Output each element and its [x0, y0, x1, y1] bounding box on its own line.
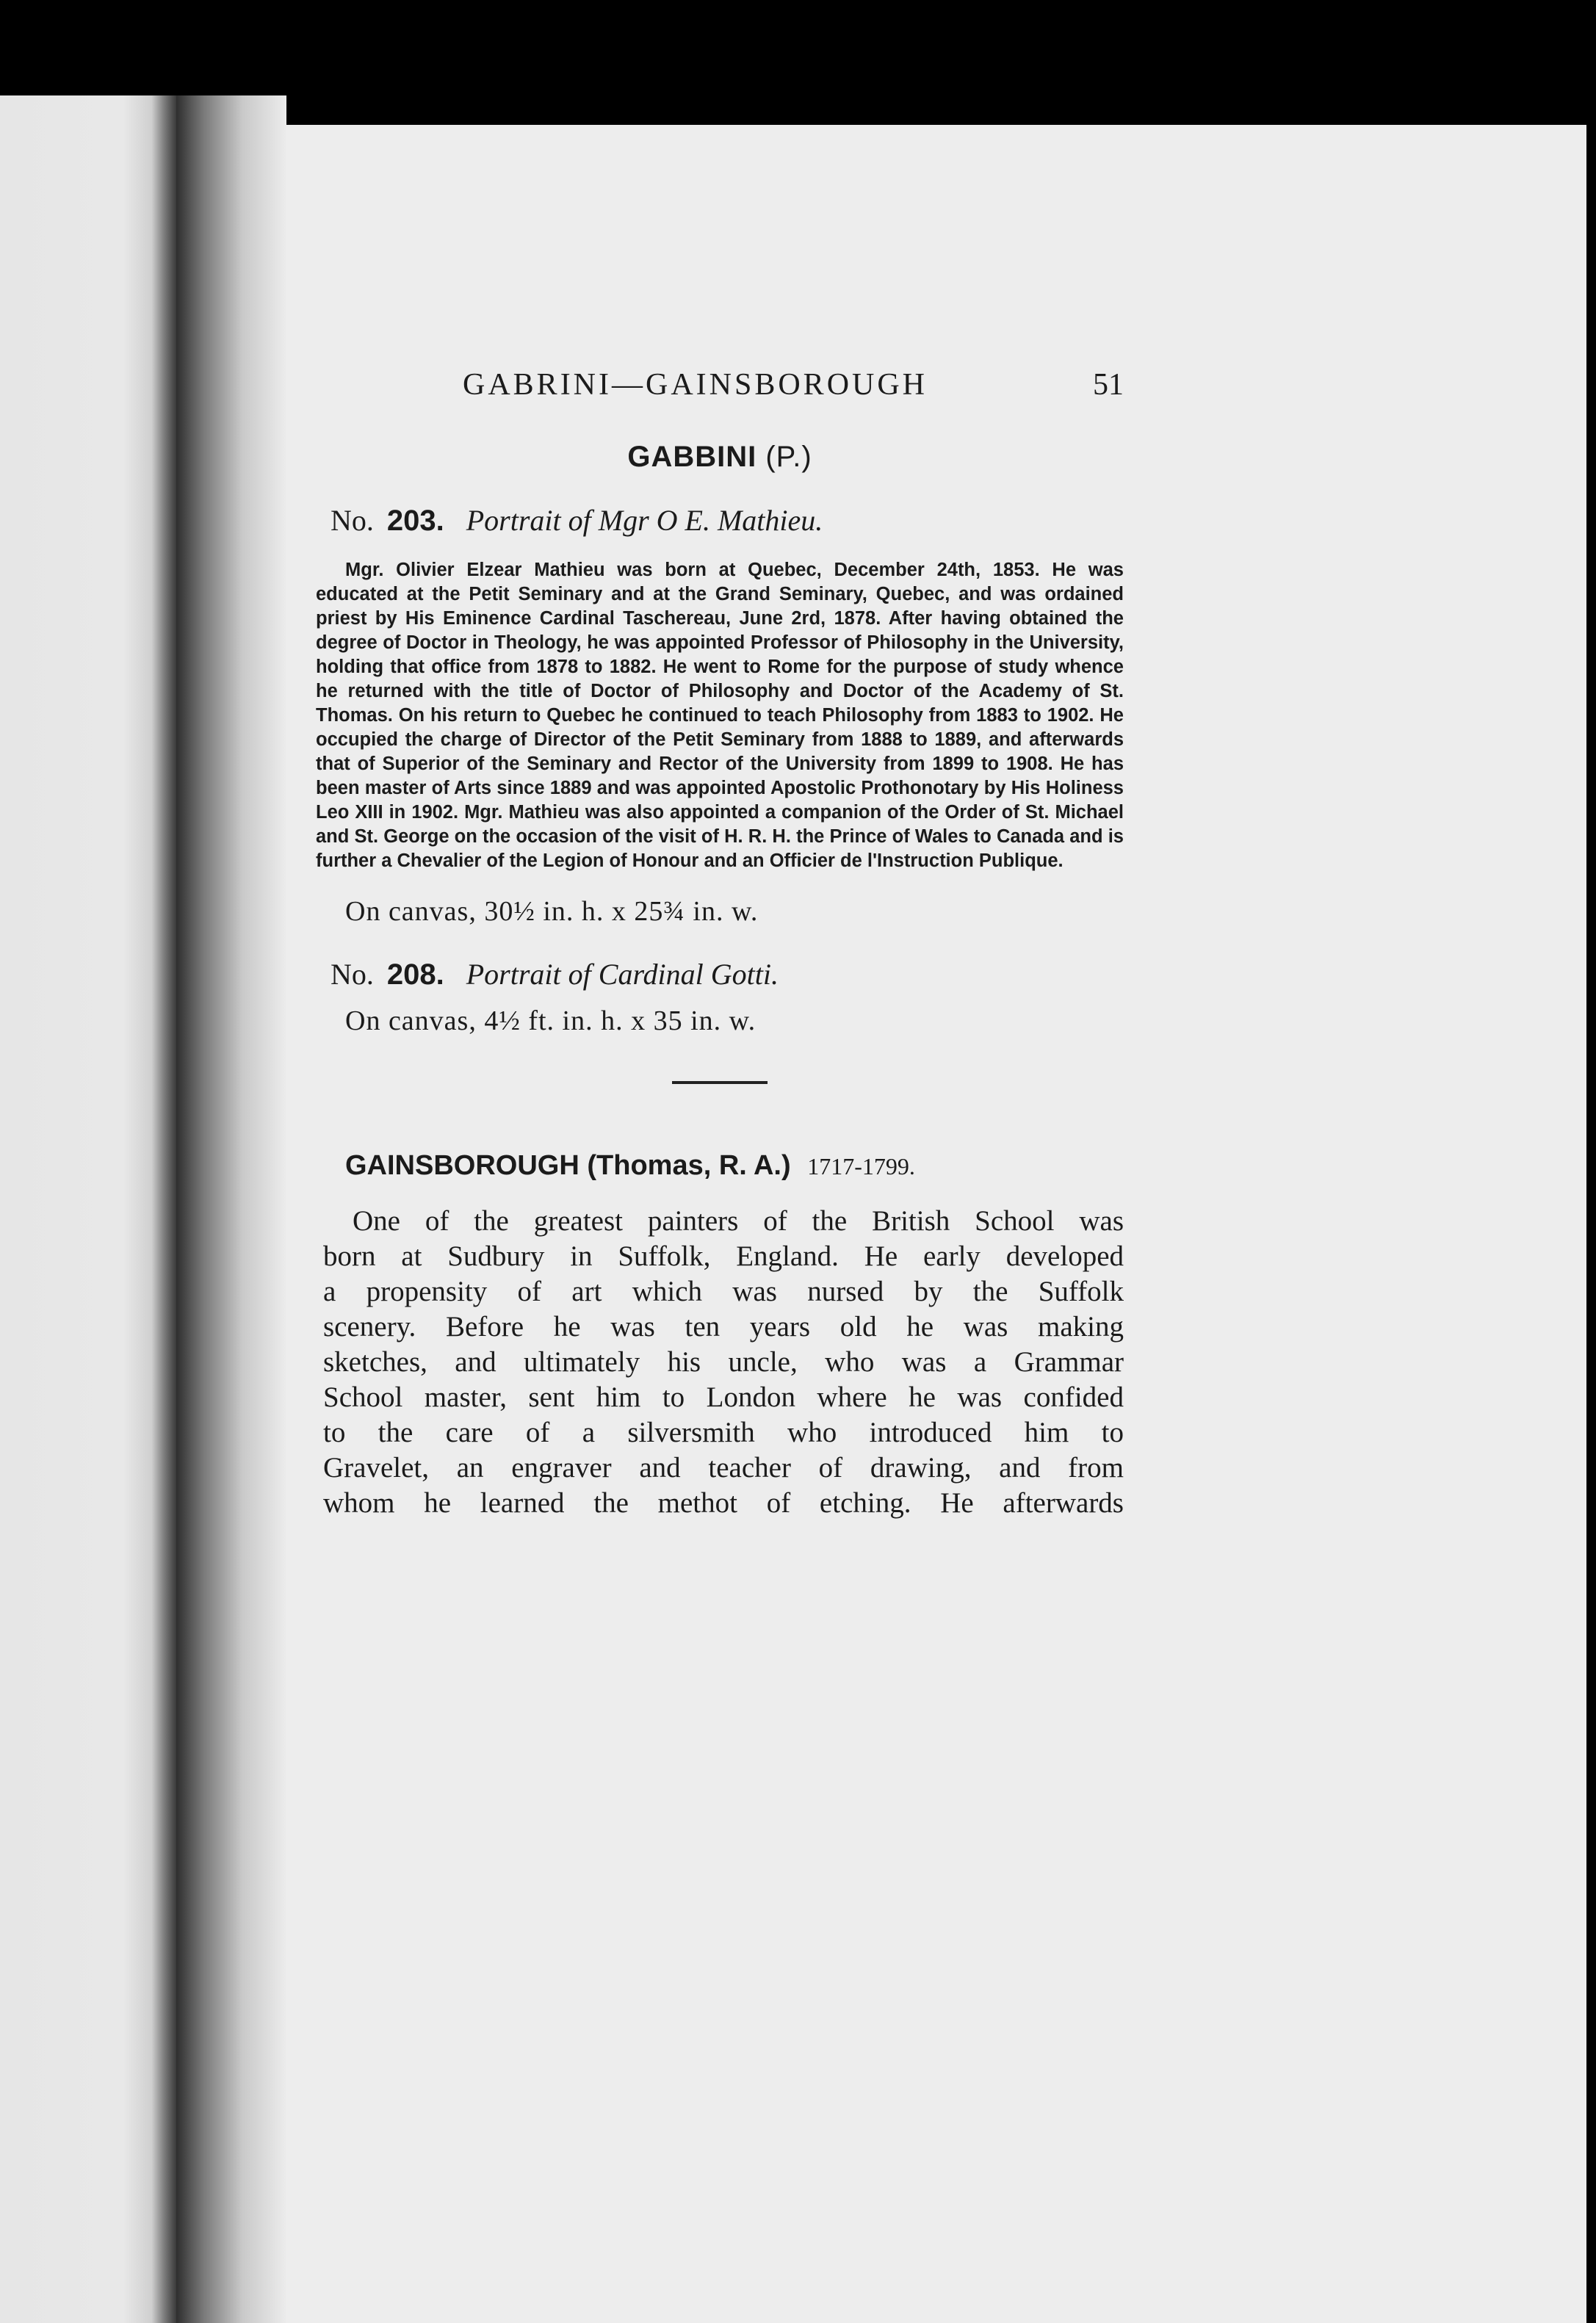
- dimensions-203: On canvas, 30½ in. h. x 25¾ in. w.: [345, 896, 759, 927]
- entry-no-label: No.: [331, 504, 374, 537]
- artist-name: GABBINI: [627, 441, 757, 473]
- catalogue-entry-208: [331, 957, 1124, 991]
- text-line: a propensity of art which was nursed by the Suffolk: [323, 1276, 1124, 1307]
- page-header: [316, 367, 1124, 411]
- text-line: School master, sent him to London where he was confided: [323, 1381, 1124, 1413]
- text-line: scenery. Before he was ten years old he was making: [323, 1311, 1124, 1343]
- artist-qualifier: (Thomas, R. A.): [587, 1150, 791, 1181]
- artist-heading-gabbini: [316, 441, 1124, 474]
- entry-title: Portrait of Mgr O E. Mathieu.: [466, 504, 823, 537]
- text-line: Gravelet, an engraver and teacher of drawing, and from: [323, 1452, 1124, 1484]
- text-line: born at Sudbury in Suffolk, England. He early developed: [323, 1240, 1124, 1272]
- running-head: GABRINI—GAINSBOROUGH: [463, 368, 928, 402]
- biography-mathieu: [316, 558, 1124, 873]
- text-line: One of the greatest painters of the British School was: [353, 1205, 1124, 1237]
- entry-no-label: No.: [331, 958, 374, 991]
- entry-title: Portrait of Cardinal Gotti.: [466, 958, 779, 991]
- left-page-edge: [0, 95, 176, 2323]
- book-gutter: [176, 95, 286, 2323]
- artist-initial: (P.): [765, 441, 812, 473]
- entry-number: 203.: [386, 505, 444, 537]
- page-number: 51: [1093, 368, 1124, 402]
- entry-number: 208.: [386, 958, 444, 991]
- biography-paragraph: Mgr. Olivier Elzear Mathieu was born at Quebec, December 24th, 1853. He was educated at the Petit Seminary and at the Grand Seminary, Quebec, and was ordained priest by His Eminence Cardinal Taschereau, June 2rd, 1878. After having obtained the degree of Doctor in Theology, he was appointed Professor of Philosophy in the University, holding that office from 1878 to 1882. He went to Rome for the purpose of study whence he returned with the title of Doctor of Philosophy and Doctor of the Academy of St. Thomas. On his return to Quebec he continued to teach Philosophy from 1883 to 1902. He occupied the charge of Director of the Petit Seminary from 1888 to 1889, and afterwards that of Superior of the Seminary and Rector of the University from 1899 to 1908. He has been master of Arts since 1889 and was appointed Apostolic Prothonotary by His Holiness Leo XIII in 1902. Mgr. Mathieu was also appointed a companion of the Order of St. Michael and St. George on the occasion of the visit of H. R. H. the Prince of Wales to Canada and is further a Chevalier of the Legion of Honour and an Officier de l'Instruction Publique.: [316, 560, 1124, 871]
- section-divider: [672, 1081, 768, 1084]
- text-line: to the care of a silversmith who introduced him to: [323, 1417, 1124, 1448]
- text-line: whom he learned the methot of etching. He afterwards: [323, 1487, 1124, 1519]
- page-content: [316, 367, 1124, 1521]
- catalogue-entry-203: [331, 503, 1124, 538]
- artist-heading-gainsborough: [345, 1150, 1124, 1182]
- dimensions-208: On canvas, 4½ ft. in. h. x 35 in. w.: [345, 1005, 757, 1036]
- biography-gainsborough: [316, 1204, 1124, 1521]
- artist-years: 1717-1799.: [807, 1153, 915, 1179]
- text-line: sketches, and ultimately his uncle, who was a Grammar: [323, 1346, 1124, 1378]
- artist-name: GAINSBOROUGH: [345, 1150, 579, 1181]
